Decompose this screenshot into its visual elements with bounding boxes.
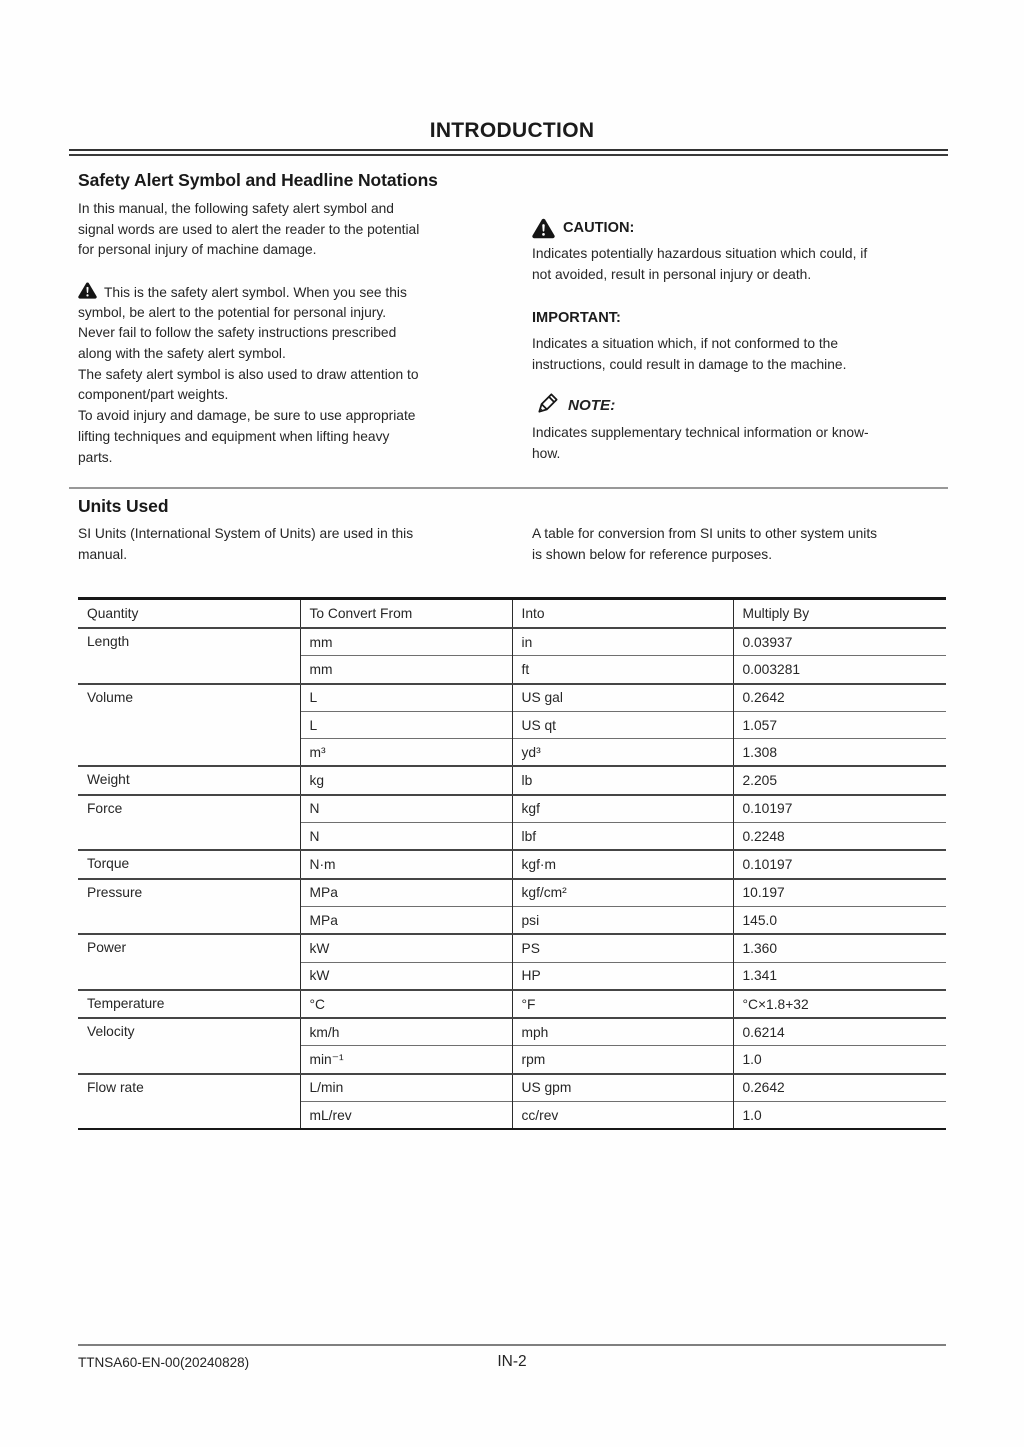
caution-text bbox=[532, 244, 867, 285]
column-header: Into bbox=[512, 599, 733, 629]
table-cell: psi bbox=[512, 906, 733, 934]
table-cell: 10.197 bbox=[733, 879, 946, 907]
table-cell: MPa bbox=[300, 906, 512, 934]
note-label: NOTE: bbox=[568, 396, 616, 414]
text-line: not avoided, result in personal injury or death. bbox=[532, 266, 812, 282]
table-cell: mm bbox=[300, 656, 512, 684]
quantity-cell: Power bbox=[78, 934, 300, 990]
table-cell: 145.0 bbox=[733, 906, 946, 934]
text-line: In this manual, the following safety alert symbol and bbox=[78, 201, 394, 216]
quantity-cell: Flow rate bbox=[78, 1074, 300, 1130]
table-cell: kW bbox=[300, 962, 512, 990]
text-line: manual. bbox=[78, 546, 128, 562]
page-number: IN-2 bbox=[497, 1353, 527, 1370]
quantity-cell: Volume bbox=[78, 684, 300, 767]
table-cell: PS bbox=[512, 934, 733, 962]
table-row bbox=[78, 850, 946, 878]
table-cell: min⁻¹ bbox=[300, 1046, 512, 1074]
conversion-table bbox=[78, 597, 946, 1130]
table-cell: N bbox=[300, 795, 512, 823]
table-row bbox=[78, 628, 946, 656]
quantity-cell: Torque bbox=[78, 850, 300, 878]
table-cell: US gal bbox=[512, 684, 733, 712]
table-cell: L/min bbox=[300, 1074, 512, 1102]
text-line: To avoid injury and damage, be sure to use appropriate bbox=[78, 408, 416, 424]
table-cell: HP bbox=[512, 962, 733, 990]
table-cell: 0.2642 bbox=[733, 684, 946, 712]
units-left-paragraph bbox=[78, 524, 413, 565]
text-line: along with the safety alert symbol. bbox=[78, 346, 286, 362]
table-cell: lbf bbox=[512, 823, 733, 851]
text-line: symbol, be alert to the potential for personal injury. bbox=[78, 304, 387, 320]
table-header-row bbox=[78, 599, 946, 629]
table-cell: kg bbox=[300, 766, 512, 794]
table-cell: mm bbox=[300, 628, 512, 656]
text-line: Indicates a situation which, if not conformed to the bbox=[532, 336, 839, 351]
note-block bbox=[532, 390, 869, 464]
table-cell: yd³ bbox=[512, 739, 733, 767]
table-cell: kgf/cm² bbox=[512, 879, 733, 907]
pencil-icon bbox=[532, 391, 560, 419]
table-cell: 1.308 bbox=[733, 739, 946, 767]
table-row bbox=[78, 1074, 946, 1102]
table-cell: 0.10197 bbox=[733, 850, 946, 878]
table-row bbox=[78, 1018, 946, 1046]
table-cell: kW bbox=[300, 934, 512, 962]
document-code: TTNSA60-EN-00(20240828) bbox=[78, 1355, 250, 1370]
table-cell: cc/rev bbox=[512, 1102, 733, 1130]
text-line: A table for conversion from SI units to other system units bbox=[532, 526, 878, 541]
table-cell: 1.0 bbox=[733, 1046, 946, 1074]
alert-paragraph-rest bbox=[78, 303, 419, 469]
table-cell: MPa bbox=[300, 879, 512, 907]
quantity-cell: Weight bbox=[78, 766, 300, 794]
text-line: is shown below for reference purposes. bbox=[532, 546, 773, 562]
table-cell: lb bbox=[512, 766, 733, 794]
text-line bbox=[78, 282, 419, 303]
important-heading bbox=[532, 305, 846, 331]
table-cell: km/h bbox=[300, 1018, 512, 1046]
table-cell: 0.6214 bbox=[733, 1018, 946, 1046]
intro-paragraph bbox=[78, 199, 419, 261]
quantity-cell: Length bbox=[78, 628, 300, 684]
warning-triangle-icon bbox=[532, 218, 555, 239]
table-cell: °C×1.8+32 bbox=[733, 990, 946, 1018]
caution-label: CAUTION: bbox=[563, 220, 635, 236]
table-cell: N bbox=[300, 823, 512, 851]
units-section-divider bbox=[69, 487, 948, 489]
table-cell: kgf·m bbox=[512, 850, 733, 878]
caution-heading bbox=[532, 215, 867, 241]
text-line: lifting techniques and equipment when lifting heavy bbox=[78, 428, 390, 444]
text-line: The safety alert symbol is also used to draw attention to bbox=[78, 366, 419, 382]
table-cell: L bbox=[300, 711, 512, 738]
table-cell: US gpm bbox=[512, 1074, 733, 1102]
page-title: INTRODUCTION bbox=[429, 119, 595, 142]
table-cell: mL/rev bbox=[300, 1102, 512, 1130]
caution-block bbox=[532, 215, 867, 285]
note-heading bbox=[532, 390, 869, 420]
text-line: component/part weights. bbox=[78, 387, 229, 403]
title-double-rule bbox=[69, 149, 948, 156]
text-line: for personal injury of machine damage. bbox=[78, 242, 317, 258]
table-cell: °F bbox=[512, 990, 733, 1018]
quantity-cell: Velocity bbox=[78, 1018, 300, 1074]
table-cell: 0.10197 bbox=[733, 795, 946, 823]
text-line: SI Units (International System of Units) are used in this bbox=[78, 526, 414, 541]
conversion-table-wrapper bbox=[78, 597, 946, 1130]
table-cell: m³ bbox=[300, 739, 512, 767]
table-row bbox=[78, 934, 946, 962]
table-row bbox=[78, 879, 946, 907]
text-line: how. bbox=[532, 445, 561, 461]
text-line-content: This is the safety alert symbol. When you see this bbox=[104, 285, 407, 300]
quantity-cell: Temperature bbox=[78, 990, 300, 1018]
table-cell: kgf bbox=[512, 795, 733, 823]
column-header: Multiply By bbox=[733, 599, 946, 629]
table-row bbox=[78, 990, 946, 1018]
important-label: IMPORTANT: bbox=[532, 310, 621, 326]
units-section-heading: Units Used bbox=[78, 496, 169, 516]
text-line: parts. bbox=[78, 449, 113, 465]
safety-section-heading: Safety Alert Symbol and Headline Notations bbox=[78, 170, 438, 190]
table-cell: in bbox=[512, 628, 733, 656]
table-cell: 2.205 bbox=[733, 766, 946, 794]
table-cell: ft bbox=[512, 656, 733, 684]
table-cell: 0.2248 bbox=[733, 823, 946, 851]
table-cell: mph bbox=[512, 1018, 733, 1046]
table-row bbox=[78, 684, 946, 712]
table-cell: L bbox=[300, 684, 512, 712]
table-row bbox=[78, 795, 946, 823]
quantity-cell: Force bbox=[78, 795, 300, 851]
table-cell: 1.0 bbox=[733, 1102, 946, 1130]
text-line: Never fail to follow the safety instructions prescribed bbox=[78, 325, 397, 341]
table-cell: 0.003281 bbox=[733, 656, 946, 684]
table-row bbox=[78, 766, 946, 794]
warning-triangle-icon bbox=[78, 282, 97, 299]
table-cell: 1.360 bbox=[733, 934, 946, 962]
units-right-paragraph bbox=[532, 524, 877, 565]
text-line: Indicates potentially hazardous situation which could, if bbox=[532, 246, 868, 261]
important-block bbox=[532, 305, 846, 375]
quantity-cell: Pressure bbox=[78, 879, 300, 935]
table-cell: N·m bbox=[300, 850, 512, 878]
page-footer bbox=[78, 1344, 946, 1370]
safety-alert-paragraph bbox=[78, 282, 419, 468]
table-cell: US qt bbox=[512, 711, 733, 738]
table-cell: 1.341 bbox=[733, 962, 946, 990]
text-line: instructions, could result in damage to the machine. bbox=[532, 356, 847, 372]
note-text bbox=[532, 423, 869, 464]
table-cell: 0.03937 bbox=[733, 628, 946, 656]
column-header: To Convert From bbox=[300, 599, 512, 629]
column-header: Quantity bbox=[87, 606, 139, 621]
table-cell: rpm bbox=[512, 1046, 733, 1074]
table-cell: 0.2642 bbox=[733, 1074, 946, 1102]
table-cell: °C bbox=[300, 990, 512, 1018]
table-cell: 1.057 bbox=[733, 711, 946, 738]
important-text bbox=[532, 334, 846, 375]
text-line: Indicates supplementary technical information or know- bbox=[532, 425, 869, 440]
text-line: signal words are used to alert the reader to the potential bbox=[78, 221, 420, 237]
